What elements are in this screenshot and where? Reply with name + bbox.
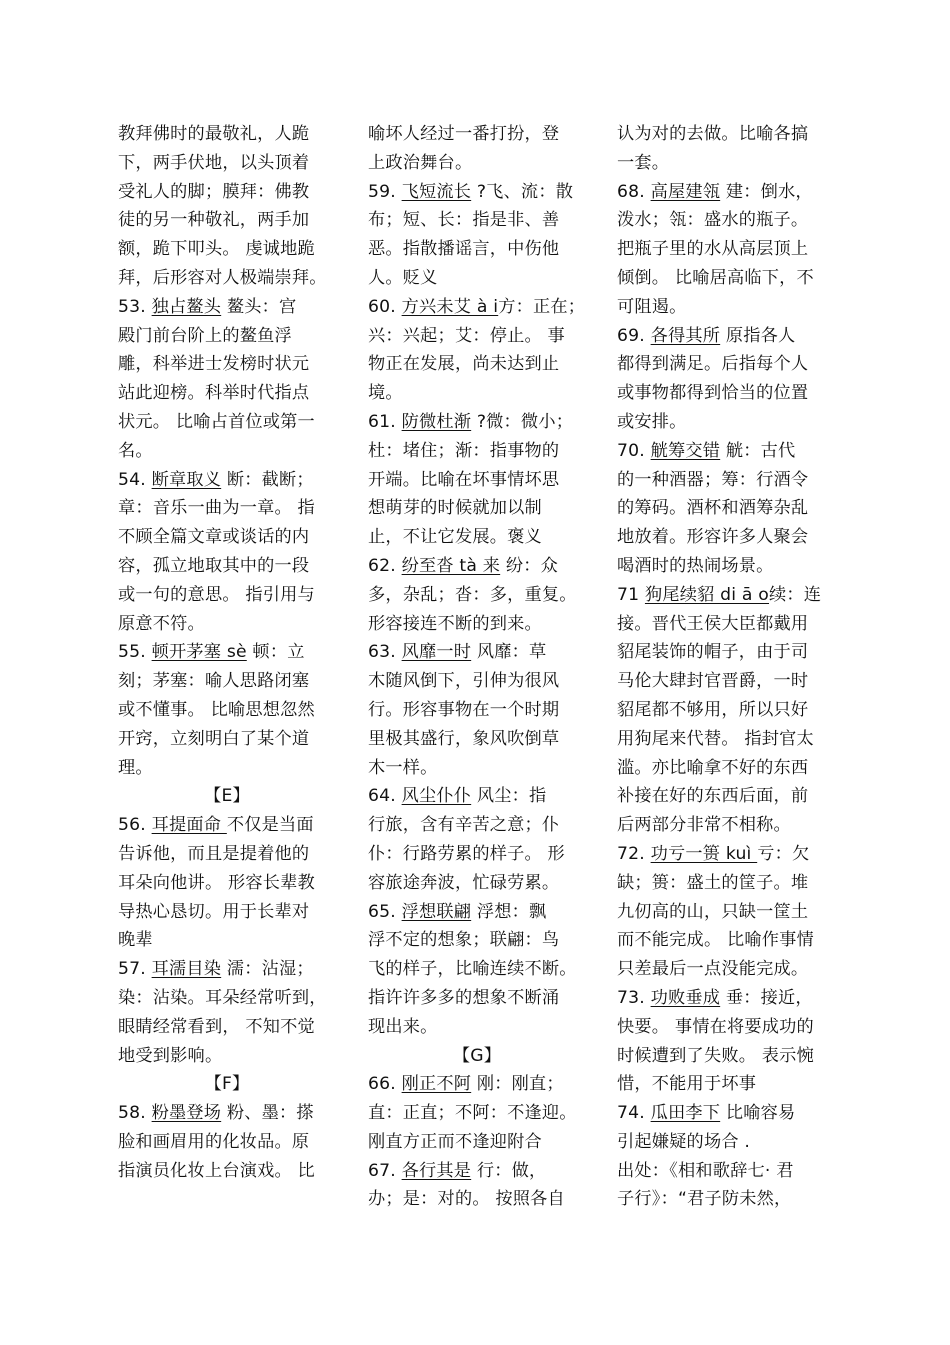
text-segment: 物正在发展，尚未达到止 [368, 354, 560, 375]
text-segment: 续：连 [769, 584, 822, 605]
text-line [617, 840, 835, 869]
column-1 [118, 120, 336, 1185]
text-line [368, 1013, 586, 1042]
text-segment: 境。 [368, 383, 403, 404]
text-line [118, 638, 336, 667]
text-segment: 形容接连不断的到来。 [368, 613, 542, 634]
text-segment: 容，孤立地取其中的一段 [118, 555, 310, 576]
text-segment: 原意不符。 [118, 613, 205, 634]
text-segment: 的筹码。酒杯和酒筹杂乱 [617, 498, 809, 519]
text-line [118, 408, 336, 437]
text-line [617, 1013, 835, 1042]
column-2 [368, 120, 586, 1214]
text-segment: 现出来。 [368, 1016, 438, 1037]
text-segment: 风靡：草 [471, 642, 547, 663]
text-segment: 喻坏人经过一番打扮，登 [368, 124, 560, 144]
text-segment: 而不能完成。 比喻作事情 [617, 930, 814, 951]
text-line [118, 1157, 336, 1186]
text-segment: 风尘：指 [471, 786, 547, 807]
text-line [617, 235, 835, 264]
text-segment: 貂尾装饰的帽子，由于司 [617, 642, 809, 663]
column-3 [617, 120, 835, 1214]
text-line [368, 1185, 586, 1214]
text-line [617, 898, 835, 927]
text-segment: 兴：兴起；艾：停止。 事 [368, 325, 565, 346]
text-segment: 65. [368, 901, 402, 922]
text-line [368, 926, 586, 955]
text-line [118, 264, 336, 293]
text-line [118, 379, 336, 408]
text-line [368, 322, 586, 351]
text-line [617, 1185, 835, 1214]
text-line [368, 1157, 586, 1186]
text-segment: 貂尾都不够用，所以只好 [617, 699, 809, 720]
section-heading: 【G】 [452, 1045, 502, 1066]
text-segment: 54. [118, 469, 152, 490]
text-segment: 垂：接近， [720, 987, 813, 1008]
text-segment: 不顾全篇文章或谈话的内 [118, 527, 310, 548]
text-segment: 容旅途奔波，忙碌劳累。 [368, 872, 560, 893]
text-line [368, 610, 586, 639]
text-segment: 木随风倒下，引伸为很风 [368, 671, 560, 692]
text-segment: ?飞、流：散 [471, 181, 574, 202]
text-segment: 行旅，含有辛苦之意；仆 [368, 815, 560, 836]
text-segment: 认为对的去做。比喻各搞 [617, 124, 809, 144]
text-line [118, 1099, 336, 1128]
text-segment: 73. [617, 987, 651, 1008]
text-line [118, 610, 336, 639]
text-segment: ?微：微小； [471, 411, 574, 432]
text-segment: 或事物都得到恰当的位置 [617, 383, 809, 404]
text-segment: 72. [617, 843, 651, 864]
text-line [617, 1099, 835, 1128]
text-line [617, 955, 835, 984]
text-segment: 站此迎榜。科举时代指点 [118, 383, 310, 404]
text-line [617, 782, 835, 811]
text-segment: 一套。 [617, 152, 670, 173]
idiom-term: 狗尾续貂 di ā o [644, 584, 770, 605]
text-line [368, 206, 586, 235]
text-line [118, 235, 336, 264]
text-segment: 74. [617, 1103, 651, 1124]
text-line [368, 178, 586, 207]
text-segment: 63. [368, 642, 402, 663]
text-segment: 引起嫌疑的场合 . [617, 1131, 751, 1152]
text-segment: 理。 [118, 757, 153, 778]
idiom-term: 刚正不阿 [401, 1074, 472, 1095]
text-line [617, 869, 835, 898]
text-segment: 杜：堵住；渐：指事物的 [368, 440, 560, 461]
text-segment: 徒的另一种敬礼，两手加 [118, 210, 310, 231]
text-line [368, 523, 586, 552]
text-segment: 状元。 比喻占首位或第一 [118, 411, 315, 432]
text-segment: 直：正直；不阿：不逢迎。 [368, 1103, 577, 1124]
text-segment: 行：做， [471, 1160, 547, 1181]
text-segment: 滥。亦比喻拿不好的东西 [617, 757, 809, 778]
text-segment: 69. [617, 325, 651, 346]
text-segment: 56. [118, 815, 152, 836]
text-line [617, 264, 835, 293]
text-line [118, 754, 336, 783]
idiom-term: 耳提面命 [151, 815, 227, 836]
text-line [617, 984, 835, 1013]
text-line [617, 696, 835, 725]
text-segment: 67. [368, 1160, 402, 1181]
text-segment: 泼水；瓴：盛水的瓶子。 [617, 210, 809, 231]
text-line [617, 206, 835, 235]
text-segment: 惜，不能用于坏事 [617, 1074, 757, 1095]
text-segment: 用狗尾来代替。 指封官太 [617, 728, 814, 749]
text-segment: 68. [617, 181, 651, 202]
text-line [617, 552, 835, 581]
text-line [118, 1042, 336, 1071]
text-segment: 多，杂乱；沓：多，重复。 [368, 584, 577, 605]
text-line [368, 437, 586, 466]
text-segment: 恶。指散播谣言，中伤他 [368, 239, 560, 260]
text-line [617, 494, 835, 523]
text-segment: 后两部分非常不相称。 [617, 815, 791, 836]
text-line [368, 235, 586, 264]
text-line [368, 725, 586, 754]
text-segment: 倾倒。 比喻居高临下，不 [617, 267, 814, 288]
text-line [118, 955, 336, 984]
text-segment: 的一种酒器；筹：行酒令 [617, 469, 809, 490]
text-segment: 导热心恳切。用于长辈对 [118, 901, 310, 922]
text-segment: 眼睛经常看到， 不知不觉 [118, 1016, 315, 1037]
text-line [368, 264, 586, 293]
text-line [368, 782, 586, 811]
text-line [118, 926, 336, 955]
text-segment: 建：倒水， [720, 181, 813, 202]
idiom-term: 方兴未艾 à i [401, 296, 499, 317]
text-segment: 章：音乐一曲为一章。 指 [118, 498, 315, 519]
text-segment: 时候遭到了失败。 表示惋 [617, 1045, 814, 1066]
text-line [368, 1070, 586, 1099]
text-segment: 把瓶子里的水从高层顶上 [617, 239, 809, 260]
text-line [368, 667, 586, 696]
text-line [617, 466, 835, 495]
text-segment: 染：沾染。耳朵经常听到， [118, 987, 327, 1008]
text-segment: 仆：行路劳累的样子。 形 [368, 843, 565, 864]
text-line [617, 725, 835, 754]
text-segment: 纷：众 [500, 555, 558, 576]
text-segment: 木一样。 [368, 757, 438, 778]
text-segment: 补接在好的东西后面，前 [617, 786, 809, 807]
text-line [118, 178, 336, 207]
idiom-term: 纷至沓 tà 来 [401, 555, 501, 576]
text-line [118, 696, 336, 725]
text-segment: 59. [368, 181, 402, 202]
text-segment: 雕，科举进士发榜时状元 [118, 354, 310, 375]
text-line [617, 1128, 835, 1157]
text-segment: 指许许多多的想象不断涌 [368, 987, 560, 1008]
text-line [617, 322, 835, 351]
text-line [368, 696, 586, 725]
text-segment: 53. [118, 296, 152, 317]
text-line [368, 1099, 586, 1128]
text-line [368, 984, 586, 1013]
text-segment: 上政治舞台。 [368, 152, 473, 173]
text-line [368, 1042, 586, 1071]
text-line [118, 869, 336, 898]
text-line [368, 840, 586, 869]
text-segment: 受礼人的脚；膜拜：佛教 [118, 181, 310, 202]
text-segment: 快要。 事情在将要成功的 [617, 1016, 814, 1037]
text-segment: 58. [118, 1103, 152, 1124]
text-line [617, 408, 835, 437]
text-line [617, 581, 835, 610]
text-segment: 71 [617, 584, 645, 605]
text-line [368, 149, 586, 178]
text-segment: 告诉他，而且是提着他的 [118, 843, 310, 864]
idiom-term: 耳濡目染 [151, 959, 222, 980]
text-segment: 喝酒时的热闹场景。 [617, 555, 774, 576]
text-segment: 地放着。形容许多人聚会 [617, 527, 809, 548]
text-line [617, 926, 835, 955]
text-line [368, 811, 586, 840]
text-line [617, 1042, 835, 1071]
text-line [118, 898, 336, 927]
text-segment: 浮不定的想象；联翩：鸟 [368, 930, 560, 951]
idiom-term: 顿开茅塞 sè [151, 642, 247, 663]
text-line [118, 581, 336, 610]
text-line [118, 523, 336, 552]
text-segment: 刚：刚直； [471, 1074, 564, 1095]
text-line [368, 293, 586, 322]
text-segment: 开窍，立刻明白了某个道 [118, 728, 310, 749]
text-segment: 地受到影响。 [118, 1045, 223, 1066]
text-line [368, 552, 586, 581]
text-line [118, 1070, 336, 1099]
text-segment: 顿：立 [246, 642, 305, 663]
text-line [617, 149, 835, 178]
idiom-term: 飞短流长 [401, 181, 472, 202]
text-line [617, 610, 835, 639]
text-segment: 濡：沾湿； [221, 959, 314, 980]
text-line [617, 293, 835, 322]
text-segment: 子行》：“君子防未然， [617, 1189, 792, 1210]
text-line [368, 466, 586, 495]
text-segment: 比喻容易 [720, 1103, 796, 1124]
text-line [118, 293, 336, 322]
idiom-term: 防微杜渐 [401, 411, 472, 432]
text-segment: 原指各人 [720, 325, 796, 346]
text-line [118, 782, 336, 811]
idiom-term: 断章取义 [151, 469, 222, 490]
text-line [118, 149, 336, 178]
text-segment: 60. [368, 296, 402, 317]
text-segment: 可阻遏。 [617, 296, 687, 317]
idiom-term: 瓜田李下 [650, 1103, 721, 1124]
text-line [617, 667, 835, 696]
section-heading: 【F】 [204, 1074, 250, 1095]
text-line [118, 667, 336, 696]
text-segment: 九仞高的山，只缺一筐土 [617, 901, 809, 922]
text-segment: 马伦大肆封官晋爵，一时 [617, 671, 809, 692]
text-line [617, 523, 835, 552]
text-segment: 或一句的意思。 指引用与 [118, 584, 315, 605]
idiom-term: 各行其是 [401, 1160, 472, 1181]
text-segment: 方：正在； [498, 296, 586, 317]
text-line [118, 494, 336, 523]
text-line [368, 350, 586, 379]
text-line [118, 840, 336, 869]
idiom-term: 各得其所 [650, 325, 721, 346]
text-line [368, 408, 586, 437]
text-segment: 断：截断； [221, 469, 314, 490]
text-line [617, 638, 835, 667]
text-line [368, 581, 586, 610]
text-segment: 或安排。 [617, 411, 687, 432]
text-line [617, 178, 835, 207]
text-segment: 里极其盛行，象风吹倒草 [368, 728, 560, 749]
text-segment: 只差最后一点没能完成。 [617, 959, 809, 980]
text-line [118, 811, 336, 840]
text-segment: 刚直方正而不逢迎附合 [368, 1131, 542, 1152]
text-segment: 64. [368, 786, 402, 807]
text-line [617, 1070, 835, 1099]
text-line [617, 754, 835, 783]
idiom-term: 独占鳌头 [151, 296, 222, 317]
text-segment: 开端。比喻在坏事情坏思 [368, 469, 560, 490]
text-segment: 耳朵向他讲。 形容长辈教 [118, 872, 315, 893]
idiom-term: 风靡一时 [401, 642, 472, 663]
text-segment: 66. [368, 1074, 402, 1095]
text-segment: 鳌头：宫 [221, 296, 297, 317]
text-segment: 额，跪下叩头。 虔诚地跪 [118, 239, 315, 260]
idiom-term: 高屋建瓴 [650, 181, 721, 202]
text-segment: 飞的样子，比喻连续不断。 [368, 959, 577, 980]
text-segment: 想萌芽的时候就加以制 [368, 498, 542, 519]
text-segment: 下，两手伏地，以头顶着 [118, 152, 310, 173]
text-line [368, 1128, 586, 1157]
text-line [368, 494, 586, 523]
idiom-term: 粉墨登场 [151, 1103, 222, 1124]
text-segment: 粉、墨：搽 [221, 1103, 314, 1124]
text-line [617, 1157, 835, 1186]
text-segment: 行。形容事物在一个时期 [368, 699, 560, 720]
text-segment: 都得到满足。后指每个人 [617, 354, 809, 375]
text-segment: 拜，后形容对人极端崇拜。 [118, 267, 327, 288]
text-line [118, 437, 336, 466]
text-segment: 指演员化妆上台演戏。 比 [118, 1160, 315, 1181]
text-line [368, 120, 586, 149]
text-line [118, 552, 336, 581]
text-segment: 61. [368, 411, 402, 432]
text-line [118, 120, 336, 149]
text-segment: 脸和画眉用的化妆品。原 [118, 1131, 310, 1152]
text-line [118, 725, 336, 754]
text-segment: 布；短、长：指是非、善 [368, 210, 560, 231]
text-segment: 接。晋代王侯大臣都戴用 [617, 613, 809, 634]
text-segment: 出处：《相和歌辞七· 君 [617, 1160, 794, 1181]
text-line [368, 869, 586, 898]
text-segment: 缺；篑：盛土的筐子。堆 [617, 872, 809, 893]
text-segment: 止，不让它发展。褒义 [368, 527, 542, 548]
text-segment: 浮想：飘 [471, 901, 547, 922]
text-segment: 名。 [118, 440, 153, 461]
text-line [617, 120, 835, 149]
text-line [368, 638, 586, 667]
text-line [118, 1128, 336, 1157]
text-segment: 殿门前台阶上的鳌鱼浮 [118, 325, 292, 346]
text-line [118, 984, 336, 1013]
text-line [368, 379, 586, 408]
idiom-term: 功败垂成 [650, 987, 721, 1008]
text-segment: 刻；茅塞：喻人思路闭塞 [118, 671, 310, 692]
text-line [617, 350, 835, 379]
text-line [118, 1013, 336, 1042]
text-segment: 觥：古代 [720, 440, 796, 461]
text-line [368, 898, 586, 927]
text-line [617, 379, 835, 408]
section-heading: 【E】 [204, 786, 250, 807]
text-segment: 55. [118, 642, 152, 663]
text-segment: 教拜佛时的最敬礼，人跪 [118, 124, 310, 144]
text-segment: 或不懂事。 比喻思想忽然 [118, 699, 315, 720]
idiom-term: 觥筹交错 [650, 440, 721, 461]
text-line [118, 206, 336, 235]
text-segment: 亏：欠 [757, 843, 810, 864]
text-segment: 不仅是当面 [226, 815, 314, 836]
text-line [617, 437, 835, 466]
text-segment: 办；是：对的。 按照各自 [368, 1189, 565, 1210]
text-segment: 62. [368, 555, 402, 576]
text-line [368, 955, 586, 984]
text-line [118, 350, 336, 379]
idiom-term: 浮想联翩 [401, 901, 472, 922]
text-line [617, 811, 835, 840]
text-segment: 70. [617, 440, 651, 461]
text-line [118, 322, 336, 351]
idiom-term: 风尘仆仆 [401, 786, 472, 807]
text-line [118, 466, 336, 495]
text-segment: 人。贬义 [368, 267, 438, 288]
text-line [368, 754, 586, 783]
text-segment: 晚辈 [118, 930, 153, 951]
idiom-term: 功亏一篑 kuì [650, 843, 758, 864]
text-segment: 57. [118, 959, 152, 980]
